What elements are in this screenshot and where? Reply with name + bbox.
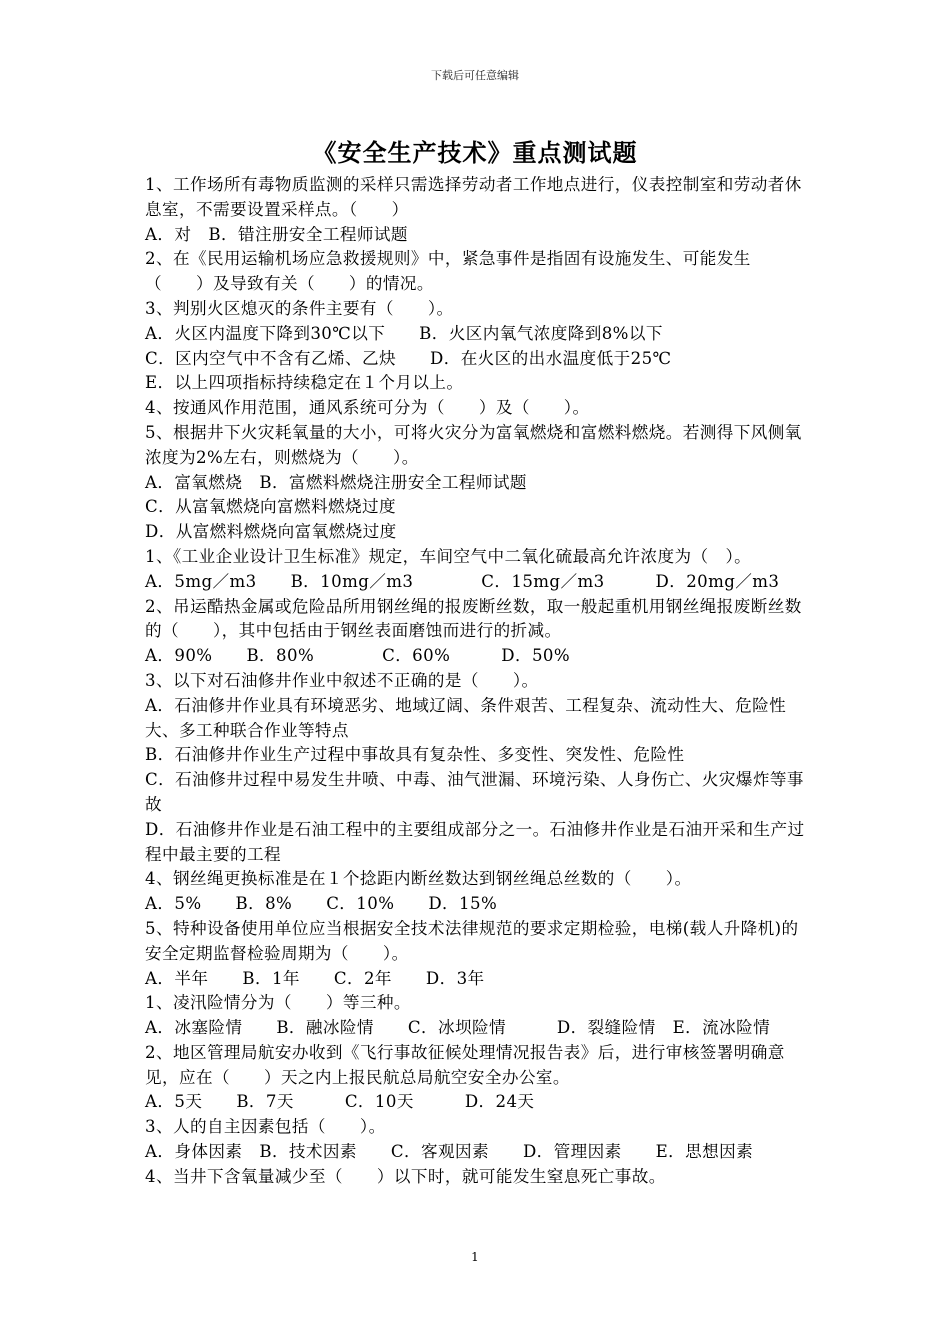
text-line: 1、凌汛险情分为（ ）等三种。 bbox=[145, 993, 411, 1013]
text-line: 5、根据井下火灾耗氧量的大小，可将火灾分为富氧燃烧和富燃料燃烧。若测得下风侧氧浓度为2%左右，则燃烧为（ ）。 bbox=[145, 422, 802, 467]
text-line: E．以上四项指标持续稳定在１个月以上。 bbox=[145, 373, 464, 393]
text-line: A．5天 B．7天 C．10天 D．24天 bbox=[145, 1092, 535, 1112]
text-line: 2、吊运酷热金属或危险品所用钢丝绳的报废断丝数，取一般起重机用钢丝绳报废断丝数的（ ），其中包括由于钢丝表面磨蚀而进行的折减。 bbox=[145, 596, 802, 641]
text-line: C．石油修井过程中易发生井喷、中毒、油气泄漏、环境污染、人身伤亡、火灾爆炸等事故 bbox=[145, 770, 804, 814]
text-line: 4、按通风作用范围，通风系统可分为（ ）及（ ）。 bbox=[145, 398, 590, 418]
text-line: 4、当井下含氧量减少至（ ）以下时，就可能发生窒息死亡事故。 bbox=[145, 1166, 666, 1186]
text-line: A．90% B．80% C．60% D．50% bbox=[145, 646, 571, 666]
text-line: A．石油修井作业具有环境恶劣、地域辽阔、条件艰苦、工程复杂、流动性大、危险性大、多工种联合作业等特点 bbox=[145, 695, 787, 740]
document-title: 《安全生产技术》重点测试题 bbox=[312, 138, 638, 167]
page-number: 1 bbox=[471, 1250, 479, 1264]
text-line: C．从富氧燃烧向富燃料燃烧过度 bbox=[145, 497, 397, 517]
text-line: 4、钢丝绳更换标准是在１个捻距内断丝数达到钢丝绳总丝数的（ ）。 bbox=[145, 869, 692, 889]
text-line: A．火区内温度下降到30℃以下 B．火区内氧气浓度降到8%以下 bbox=[145, 323, 663, 343]
text-line: D．石油修井作业是石油工程中的主要组成部分之一。石油修井作业是石油开采和生产过程中最主要的工程 bbox=[145, 819, 805, 864]
text-line: A．富氧燃烧 B．富燃料燃烧注册安全工程师试题 bbox=[145, 472, 527, 492]
text-line: A．5mg／m3 B．10mg／m3 C．15mg／m3 D．20mg／m3 bbox=[145, 571, 780, 591]
page-header-note: 下载后可任意编辑 bbox=[431, 69, 519, 82]
text-line: A．5% B．8% C．10% D．15% bbox=[145, 894, 498, 914]
text-line: 3、人的自主因素包括（ ）。 bbox=[145, 1117, 386, 1137]
text-line: 1、《工业企业设计卫生标准》规定，车间空气中二氧化硫最高允许浓度为（ ）。 bbox=[145, 546, 752, 566]
text-line: A．冰塞险情 B．融冰险情 C．冰坝险情 D．裂缝险情 E．流冰险情 bbox=[145, 1018, 771, 1038]
text-line: A．身体因素 B．技术因素 C．客观因素 D．管理因素 E．思想因素 bbox=[145, 1142, 754, 1162]
text-line: 1、工作场所有毒物质监测的采样只需选择劳动者工作地点进行，仪表控制室和劳动者休息室，不需要设置采样点。（ ） bbox=[145, 175, 802, 219]
text-line: 3、判别火区熄灭的条件主要有（ ）。 bbox=[145, 298, 454, 318]
text-line: 5、特种设备使用单位应当根据安全技术法律规范的要求定期检验，电梯(载人升降机)的安全定期监督检验周期为（ ）。 bbox=[145, 918, 799, 963]
text-line: B．石油修井作业生产过程中事故具有复杂性、多变性、突发性、危险性 bbox=[145, 745, 685, 765]
text-line: 3、以下对石油修井作业中叙述不正确的是（ ）。 bbox=[145, 670, 539, 690]
text-line: 2、地区管理局航安办收到《飞行事故征候处理情况报告表》后，进行审核签署明确意见，应在（ ）天之内上报民航总局航空安全办公室。 bbox=[145, 1042, 785, 1087]
text-line: C．区内空气中不含有乙烯、乙炔 D．在火区的出水温度低于25℃ bbox=[145, 348, 672, 368]
text-line: A．对 B．错注册安全工程师试题 bbox=[145, 224, 408, 244]
question-list bbox=[145, 173, 810, 1190]
text-line: 2、在《民用运输机场应急救援规则》中，紧急事件是指固有设施发生、可能发生（ ）及导致有关（ ）的情况。 bbox=[145, 249, 751, 294]
text-line: D．从富燃料燃烧向富氧燃烧过度 bbox=[145, 522, 397, 542]
text-line: A．半年 B．1年 C．2年 D．3年 bbox=[145, 968, 485, 988]
